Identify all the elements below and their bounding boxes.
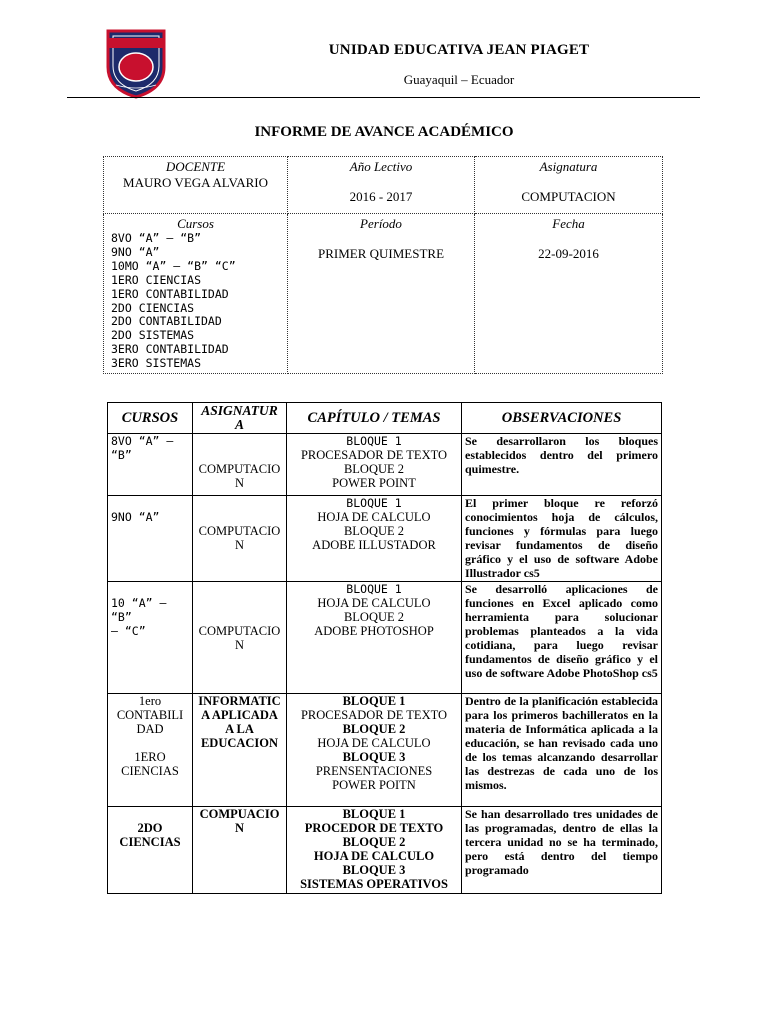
course-line: – “C” bbox=[111, 624, 146, 639]
info-table bbox=[103, 156, 663, 374]
course-item: 2DO SISTEMAS bbox=[111, 328, 195, 343]
topics-cell bbox=[287, 434, 462, 496]
topic-line: HOJA DE CALCULO bbox=[317, 736, 431, 751]
course-line: DAD bbox=[136, 722, 164, 737]
topic-line: BLOQUE 2 bbox=[342, 722, 406, 737]
header-cursos: CURSOS bbox=[108, 403, 193, 434]
course-cell bbox=[108, 807, 193, 893]
periodo-value: PRIMER QUIMESTRE bbox=[317, 246, 445, 261]
header-asignatura-line1: ASIGNATUR bbox=[201, 403, 278, 418]
school-name: UNIDAD EDUCATIVA JEAN PIAGET bbox=[328, 42, 590, 58]
docente-value: MAURO VEGA ALVARIO bbox=[123, 175, 268, 190]
asignatura-cell bbox=[475, 157, 663, 214]
header-capitulo: CAPÍTULO / TEMAS bbox=[287, 403, 462, 434]
course-line: CONTABILI bbox=[116, 708, 184, 723]
topic-line: BLOQUE 2 bbox=[343, 610, 405, 625]
course-item: 9NO “A” bbox=[111, 244, 160, 259]
school-city: Guayaquil – Ecuador bbox=[403, 72, 515, 87]
course-item: 2DO CIENCIAS bbox=[111, 300, 195, 315]
table-row bbox=[108, 434, 662, 496]
subject-line: INFORMATIC bbox=[198, 694, 281, 709]
table-row bbox=[108, 694, 662, 807]
topic-line: BLOQUE 2 bbox=[342, 835, 406, 850]
anio-label: Año Lectivo bbox=[349, 159, 413, 174]
subject-line: EDUCACION bbox=[200, 736, 279, 751]
course-cell bbox=[108, 496, 193, 582]
courses-list bbox=[107, 232, 284, 371]
subject-cell bbox=[193, 694, 287, 807]
course-cell bbox=[108, 434, 193, 496]
periodo-label: Período bbox=[360, 216, 402, 231]
topic-line: PRENSENTACIONES bbox=[315, 763, 433, 778]
docente-label: DOCENTE bbox=[165, 159, 226, 174]
header-asignatura bbox=[193, 403, 287, 434]
fecha-label: Fecha bbox=[552, 216, 585, 231]
cursos-label: Cursos bbox=[177, 216, 214, 231]
course-line: 2DO bbox=[137, 821, 163, 836]
topic-line: PROCESADOR DE TEXTO bbox=[300, 708, 448, 723]
table-header-row bbox=[108, 403, 662, 434]
course-item: 10MO “A” – “B” “C” bbox=[111, 258, 236, 273]
subject-cell bbox=[193, 807, 287, 893]
course-line: 1ero bbox=[138, 694, 162, 709]
subject-line: COMPUACIO bbox=[199, 807, 280, 822]
subject-line: N bbox=[234, 475, 245, 490]
course-line: CIENCIAS bbox=[121, 763, 179, 778]
subject-line: COMPUTACIO bbox=[198, 523, 281, 538]
observation-cell: Se desarrollaron los bloques establecidos dentro del primero quimestre. bbox=[462, 434, 662, 496]
topic-line: HOJA DE CALCULO bbox=[313, 849, 435, 864]
cursos-cell bbox=[104, 214, 288, 374]
topics-cell bbox=[287, 496, 462, 582]
anio-cell bbox=[288, 157, 475, 214]
subject-cell bbox=[193, 582, 287, 694]
topics-cell bbox=[287, 582, 462, 694]
observation-cell: El primer bloque re reforzó conocimientos hoja de cálculos, funciones y fórmulas para luego revisar fundamentos de diseño gráfico y el uso de software Adobe Illustrador cs5 bbox=[462, 496, 662, 582]
school-logo bbox=[104, 27, 168, 99]
table-row bbox=[108, 582, 662, 694]
asignatura-label: Asignatura bbox=[539, 159, 598, 174]
header-asignatura-line2: A bbox=[234, 417, 244, 432]
course-item: 3ERO CONTABILIDAD bbox=[111, 342, 229, 357]
topic-line: PROCEDOR DE TEXTO bbox=[304, 821, 444, 836]
docente-cell bbox=[104, 157, 288, 214]
topic-line: PROCESADOR DE TEXTO bbox=[300, 447, 448, 462]
topic-line: BLOQUE 3 bbox=[342, 863, 406, 878]
topic-line: BLOQUE 1 bbox=[342, 807, 406, 822]
subject-line: N bbox=[234, 821, 245, 836]
course-line: 1ERO bbox=[134, 750, 166, 765]
topic-line: BLOQUE 3 bbox=[342, 750, 406, 765]
observation-cell: Dentro de la planificación establecida para los primeros bachilleratos en la materia de Informática aplicada a la educación, se han revisado cada uno de los temas alcanzando desarrollar las destrezas de cada uno de los mismos. bbox=[462, 694, 662, 807]
subject-line: COMPUTACIO bbox=[198, 624, 281, 639]
course-item: 3ERO SISTEMAS bbox=[111, 356, 202, 371]
course-cell bbox=[108, 582, 193, 694]
course-cell bbox=[108, 694, 193, 807]
topic-line: POWER POITN bbox=[332, 777, 416, 792]
topic-line: ADOBE PHOTOSHOP bbox=[314, 624, 434, 639]
subject-line: COMPUTACIO bbox=[198, 461, 281, 476]
header-observaciones: OBSERVACIONES bbox=[462, 403, 662, 434]
course-line: 9NO “A” bbox=[111, 509, 160, 524]
topics-cell bbox=[287, 807, 462, 893]
periodo-cell bbox=[288, 214, 475, 374]
course-line: 10 “A” – “B” bbox=[111, 596, 167, 625]
info-row-docente bbox=[104, 157, 663, 214]
course-item: 8VO “A” – “B” bbox=[111, 231, 202, 245]
topic-line: HOJA DE CALCULO bbox=[317, 596, 431, 611]
topic-line: BLOQUE 1 bbox=[346, 496, 402, 510]
topic-line: POWER POINT bbox=[332, 475, 416, 490]
topic-line: BLOQUE 1 bbox=[342, 694, 406, 709]
topic-line: BLOQUE 2 bbox=[343, 461, 405, 476]
subject-cell bbox=[193, 434, 287, 496]
report-title: INFORME DE AVANCE ACADÉMICO bbox=[254, 124, 514, 140]
course-line: 8VO “A” – bbox=[111, 434, 174, 448]
topic-line: SISTEMAS OPERATIVOS bbox=[300, 876, 448, 891]
subject-line: A APLICADA bbox=[201, 708, 278, 723]
course-item: 1ERO CIENCIAS bbox=[111, 272, 202, 287]
subject-line: N bbox=[234, 537, 245, 552]
fecha-value: 22-09-2016 bbox=[538, 246, 599, 261]
table-row bbox=[108, 496, 662, 582]
subject-line: A LA bbox=[225, 722, 254, 737]
topic-line: BLOQUE 2 bbox=[343, 523, 405, 538]
topic-line: BLOQUE 1 bbox=[346, 434, 402, 448]
subject-cell bbox=[193, 496, 287, 582]
progress-table bbox=[107, 402, 662, 894]
asignatura-value: COMPUTACION bbox=[521, 189, 616, 204]
course-line: CIENCIAS bbox=[119, 835, 181, 850]
topic-line: ADOBE ILLUSTADOR bbox=[312, 537, 436, 552]
header-divider bbox=[67, 97, 700, 98]
topic-line: HOJA DE CALCULO bbox=[317, 509, 431, 524]
course-item: 2DO CONTABILIDAD bbox=[111, 314, 222, 329]
observation-cell: Se desarrolló aplicaciones de funciones en Excel aplicado como herramienta para solucionar problemas planteados a la vida cotidiana, para luego revisar fundamentos de diseño gráfico y el uso de software Adobe PhotoShop cs5 bbox=[462, 582, 662, 694]
course-item: 1ERO CONTABILIDAD bbox=[111, 286, 229, 301]
topics-cell bbox=[287, 694, 462, 807]
observation-cell: Se han desarrollado tres unidades de las programadas, dentro de ellas la tercera unidad no se ha terminado, pero está dentro del tiempo programado bbox=[462, 807, 662, 893]
course-line: “B” bbox=[111, 447, 132, 462]
subject-line: N bbox=[234, 638, 245, 653]
anio-value: 2016 - 2017 bbox=[349, 189, 413, 204]
info-row-cursos bbox=[104, 214, 663, 374]
table-row bbox=[108, 807, 662, 893]
fecha-cell bbox=[475, 214, 663, 374]
topic-line: BLOQUE 1 bbox=[346, 582, 402, 597]
